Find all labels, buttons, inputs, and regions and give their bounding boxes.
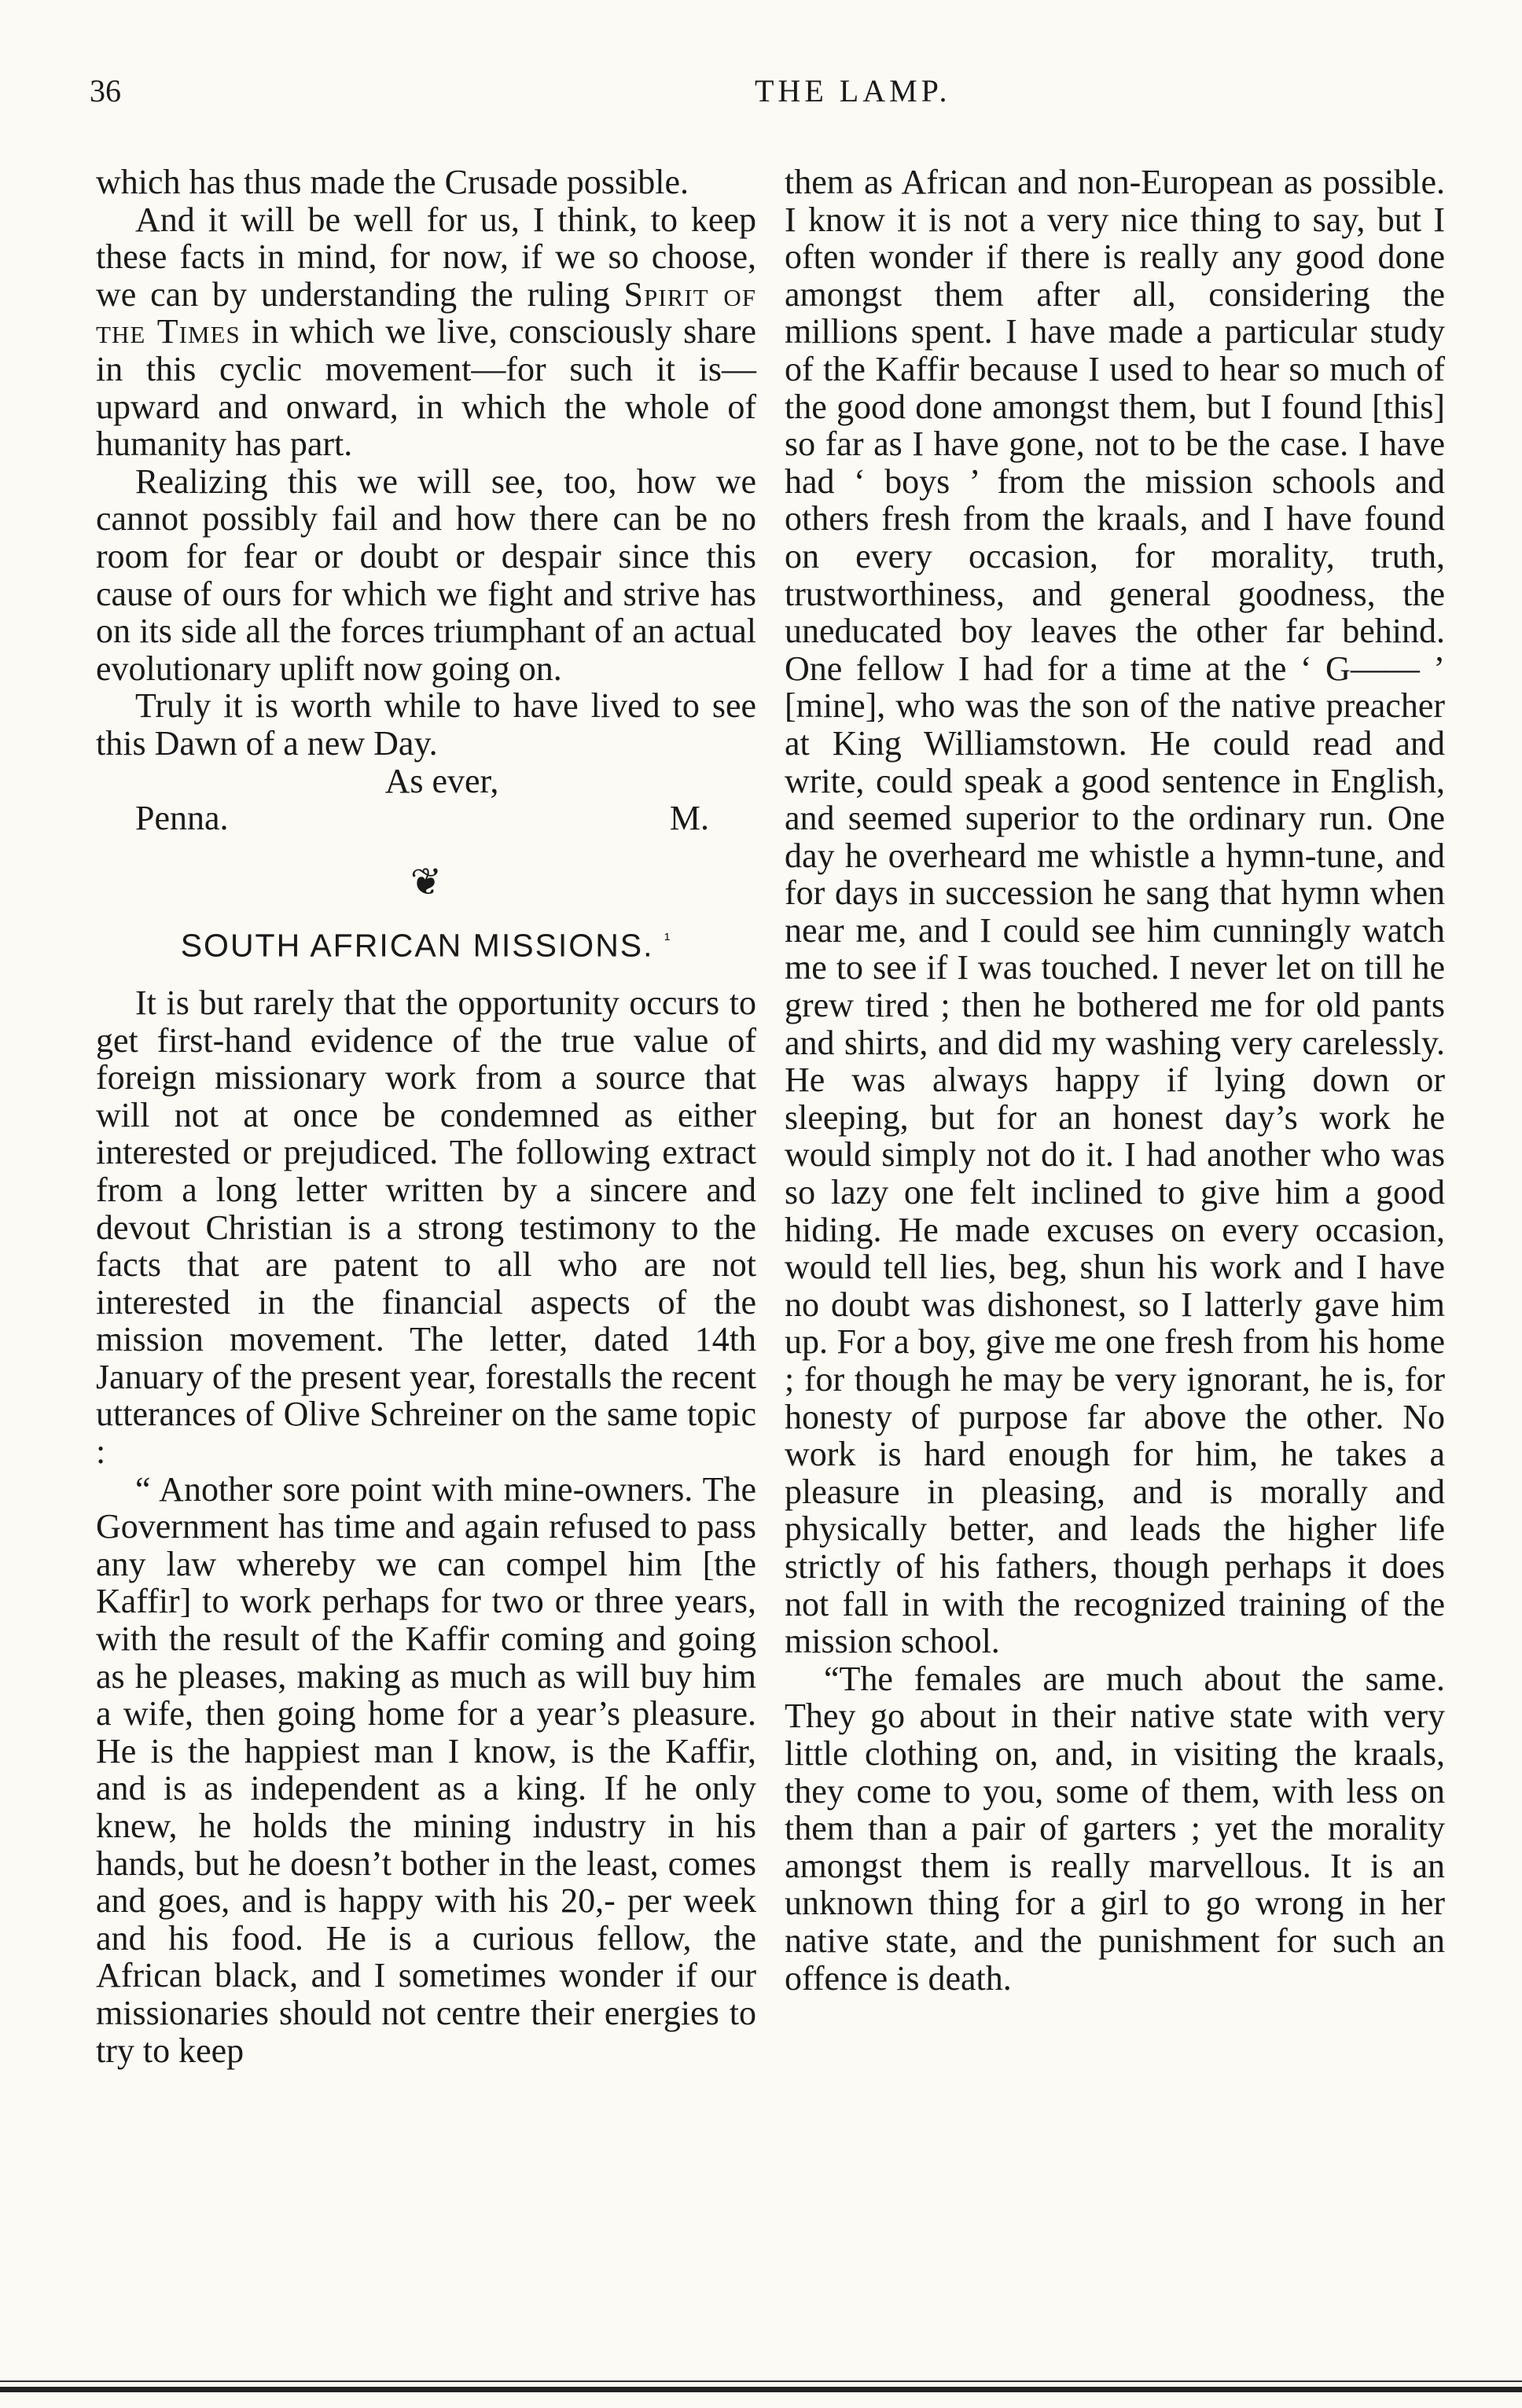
small-caps-phrase: Spirit of the Times: [96, 274, 756, 351]
paragraph: It is but rarely that the opportunity occurs to get first-hand evidence of the true value of foreign missionary work from a source that will not at once be condemned as either interested or prejudiced. The following extract from a long letter written by a sincere and devout Christian is a strong testimony to the facts that are patent to all who are not interested in the financial aspects of the mission movement. The letter, dated 14th January of the present year, forestalls the recent utterances of Olive Schreiner on the same topic :: [96, 983, 756, 1472]
paragraph: Realizing this we will see, too, how we cannot possibly fail and how there can be no room for fear or doubt or despair since this cause of ours for which we fight and strive has on its side all the forces triumphant of an actual evolutionary uplift now going on.: [96, 461, 756, 688]
left-column: [96, 164, 756, 2069]
paragraph: “The females are much about the same. They go about in their native state with very little clothing on, and, in visiting the kraals, they come to you, some of them, with less on them than a pair of garters ; yet the morality amongst them is really marvellous. It is an unknown thing for a girl to go wrong in her native state, and the punishment for such an offence is death.: [785, 1659, 1445, 1998]
section-title: SOUTH AFRICAN MISSIONS.: [180, 927, 654, 964]
section-heading: [96, 920, 756, 965]
paragraph: them as African and non-European as possible. I know it is not a very nice thing to say, but I often wonder if there is really any good done amongst them after all, considering the millions spent. I have made a particular study of the Kaffir because I used to hear so much of the good done amongst them, but I found [this] so far as I have gone, not to be the case. I have had ‘ boys ’ from the mission schools and others fresh from the kraals, and I have found on every occasion, for morality, truth, trustworthiness, and general goodness, the uneducated boy leaves the other far behind. One fellow I had for a time at the ‘ G—— ’ [mine], who was the son of the native preacher at King Williamstown. He could read and write, could speak a good sentence in English, and seemed superior to the ordinary run. One day he overheard me whistle a hymn-tune, and for days in succession he sang that hymn when near me, and I could see him cunningly watch me to see if I was touched. I never let on till he grew tired ; then he bothered me for old pants and shirts, and did my washing very carelessly. He was always happy if lying down or sleeping, but for an honest day’s work he would simply not do it. I had another who was so lazy one felt inclined to give him a good hiding. He made excuses on every occasion, would tell lies, beg, shun his work and I have no doubt was dishonest, so I latterly gave him up. For a boy, give me one fresh from his home ; for though he may be very ignorant, he is, for honesty of purpose far above the other. No work is hard enough for him, he takes a pleasure in pleasing, and is morally and physically better, and leads the higher life strictly of his fathers, though perhaps it does not fall in with the recognized training of the mission school.: [785, 163, 1445, 1661]
running-title: THE LAMP.: [755, 73, 951, 108]
page-bottom-rule-thin: [0, 2380, 1522, 2382]
page-header: [86, 72, 1439, 119]
page-number: 36: [90, 73, 121, 108]
paragraph: “ Another sore point with mine-owners. The Government has time and again refused to pass any law whereby we can compel him [the Kaffir] to work perhaps for two or three years, with the result of the Kaffir coming and going as he pleases, making as much as will buy him a wife, then going home for a year’s pleasure. He is the happiest man I know, is the Kaffir, and is as independent as a king. If he only knew, he holds the mining industry in his hands, but he doesn’t bother in the least, comes and goes, and is happy with his 20,- per week and his food. He is a curious fellow, the African black, and I sometimes wonder if our missionaries should not centre their energies to try to keep: [96, 1469, 756, 2070]
signature: M.: [669, 799, 709, 838]
place-name: Penna.: [135, 799, 229, 838]
text-run: And it will be well for us, I think, to keep these facts in mind, for now, if we so choose, we can by understanding the ruling: [96, 200, 756, 314]
signature-row: [96, 800, 756, 837]
ornament-icon: ❦: [410, 861, 443, 903]
closing-salutation: As ever,: [384, 761, 499, 800]
footnote-marker: ¹: [664, 929, 672, 950]
paragraph: Truly it is worth while to have lived to see this Dawn of a new Day.: [96, 686, 756, 763]
paragraph: [96, 201, 756, 463]
page-bottom-rule: [0, 2387, 1522, 2392]
right-column: [785, 164, 1445, 1997]
paragraph: which has thus made the Crusade possible.: [96, 163, 689, 201]
text-run: in which we live, consciously share in this cyclic movement—for such it is—upward and onward, in which the whole of humanity has part.: [96, 312, 756, 464]
